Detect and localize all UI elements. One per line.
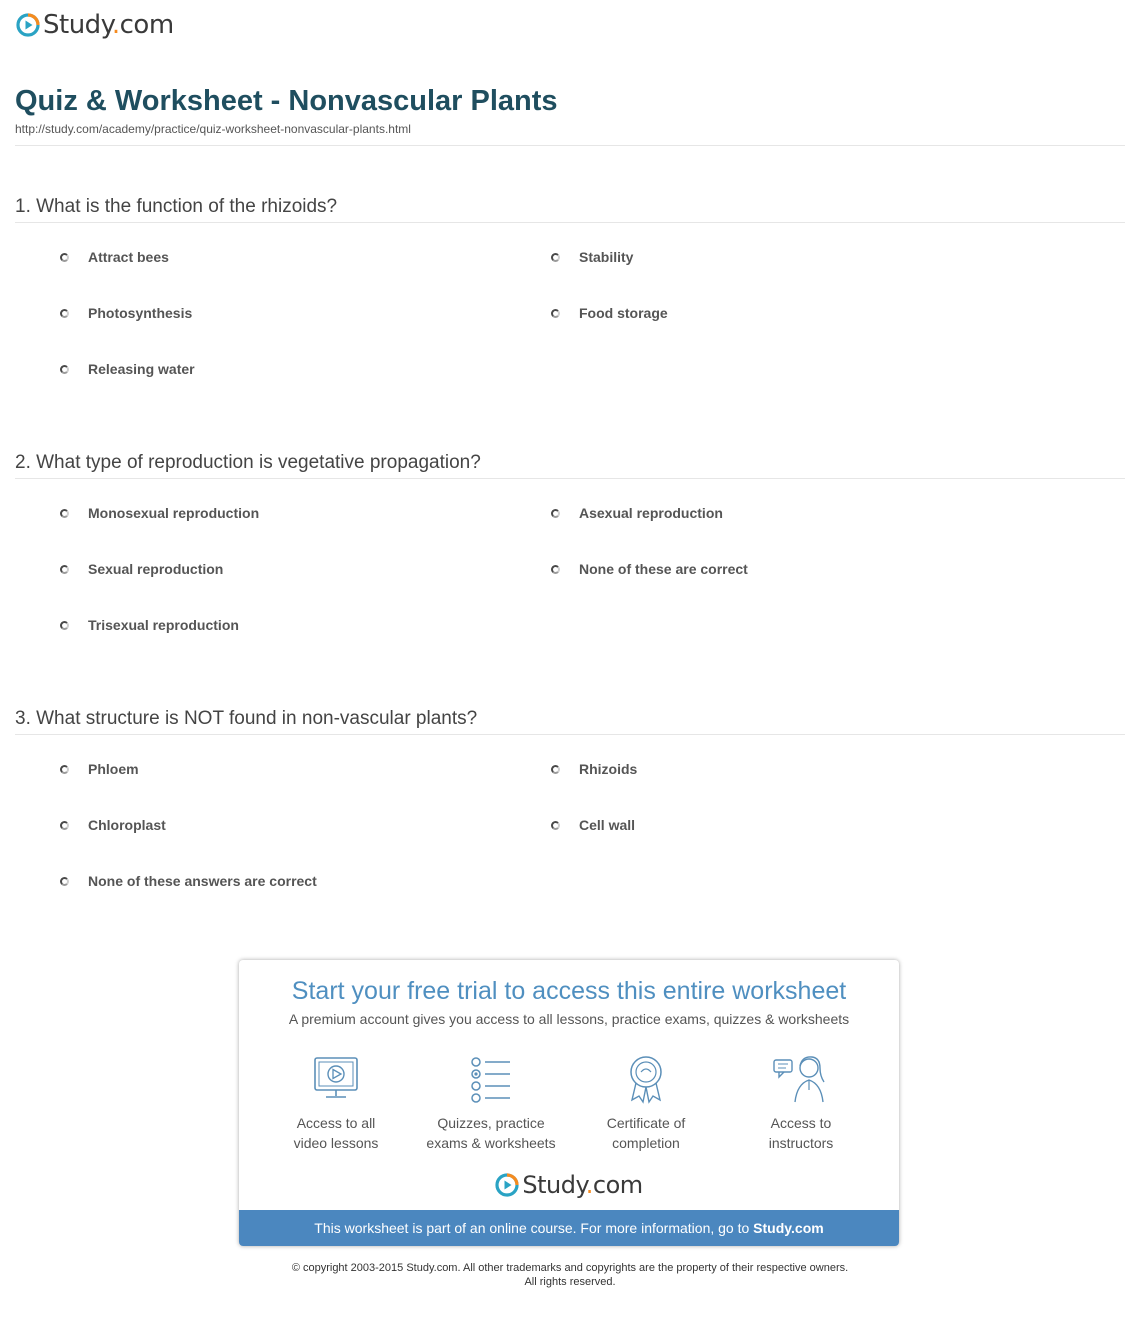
promo-bar-text: This worksheet is part of an online course. For more information, go to [314, 1220, 754, 1236]
feature-label: Access to instructors [768, 1115, 834, 1151]
answer-option[interactable] [551, 303, 668, 323]
question-2 [15, 448, 1125, 649]
answer-label: Cell wall [579, 817, 636, 833]
radio-button-icon[interactable] [60, 877, 69, 886]
question-1-text: 1. What is the function of the rhizoids? [15, 192, 1125, 223]
feature-label: Quizzes, practice exams & worksheets [426, 1115, 556, 1151]
answer-option[interactable] [551, 247, 633, 267]
radio-button-icon[interactable] [60, 765, 69, 774]
instructor-icon [771, 1054, 831, 1104]
answer-label: Stability [579, 249, 634, 265]
feature-video-lessons [261, 1054, 411, 1153]
feature-label: Certificate of completion [606, 1115, 686, 1151]
answer-label: Attract bees [88, 249, 169, 265]
answer-label: Food storage [579, 305, 668, 321]
quiz-list-icon [466, 1054, 516, 1104]
answer-option[interactable] [551, 559, 748, 579]
answer-label: None of these are correct [579, 561, 748, 577]
logo-wordmark: Study.com [43, 10, 174, 40]
certificate-icon [621, 1054, 671, 1104]
feature-certificate [571, 1054, 721, 1153]
answer-label: Monosexual reproduction [88, 505, 260, 521]
radio-button-icon[interactable] [60, 309, 69, 318]
logo-wordmark: Study.com [522, 1171, 643, 1199]
copyright-notice [0, 1261, 1140, 1289]
radio-button-icon[interactable] [60, 365, 69, 374]
question-1 [15, 192, 1125, 393]
answer-option[interactable] [551, 759, 637, 779]
play-circle-logo-icon [495, 1173, 519, 1197]
radio-button-icon[interactable] [551, 253, 560, 262]
answer-option[interactable] [60, 247, 169, 267]
promo-studycom-logo[interactable] [239, 1170, 899, 1200]
radio-button-icon[interactable] [551, 309, 560, 318]
answer-option[interactable] [60, 559, 223, 579]
page-title: Quiz & Worksheet - Nonvascular Plants [15, 85, 558, 117]
promo-info-bar [239, 1210, 899, 1246]
answer-label: Sexual reproduction [88, 561, 224, 577]
feature-instructors [726, 1054, 876, 1153]
answer-label: Trisexual reproduction [88, 617, 239, 633]
answer-label: Rhizoids [579, 761, 638, 777]
answer-label: Phloem [88, 761, 139, 777]
radio-button-icon[interactable] [551, 765, 560, 774]
answer-option[interactable] [60, 615, 239, 635]
answer-label: Asexual reproduction [579, 505, 723, 521]
promo-title[interactable]: Start your free trial to access this entire worksheet [291, 977, 847, 1005]
answer-option[interactable] [60, 759, 139, 779]
question-3-answers [15, 735, 1125, 905]
radio-button-icon[interactable] [551, 821, 560, 830]
answer-label: Photosynthesis [88, 305, 193, 321]
answer-option[interactable] [60, 303, 192, 323]
studycom-link[interactable]: Study.com [753, 1220, 824, 1236]
answer-option[interactable] [60, 871, 317, 891]
radio-button-icon[interactable] [551, 565, 560, 574]
free-trial-promo[interactable] [239, 960, 899, 1246]
answer-option[interactable] [60, 503, 259, 523]
copyright-line-1: © copyright 2003-2015 Study.com. All other trademarks and copyrights are the property of their respective owners. [291, 1262, 849, 1274]
header-divider [15, 145, 1125, 146]
radio-button-icon[interactable] [60, 821, 69, 830]
radio-button-icon[interactable] [60, 565, 69, 574]
question-2-answers [15, 479, 1125, 649]
promo-subtitle: A premium account gives you access to all lessons, practice exams, quizzes & worksheets [288, 1011, 850, 1027]
copyright-line-2: All rights reserved. [524, 1276, 616, 1288]
answer-option[interactable] [551, 815, 635, 835]
answer-option[interactable] [60, 815, 166, 835]
feature-quizzes [416, 1054, 566, 1153]
answer-option[interactable] [60, 359, 195, 379]
answer-label: Chloroplast [88, 817, 166, 833]
video-lesson-icon [311, 1054, 361, 1104]
radio-button-icon[interactable] [551, 509, 560, 518]
radio-button-icon[interactable] [60, 253, 69, 262]
question-1-answers [15, 223, 1125, 393]
radio-button-icon[interactable] [60, 621, 69, 630]
studycom-logo[interactable] [16, 10, 174, 40]
answer-option[interactable] [551, 503, 723, 523]
question-3-text: 3. What structure is NOT found in non-vascular plants? [15, 704, 1125, 735]
play-circle-logo-icon [16, 13, 40, 37]
question-3 [15, 704, 1125, 905]
feature-label: Access to all video lessons [293, 1115, 379, 1151]
page-url: http://study.com/academy/practice/quiz-worksheet-nonvascular-plants.html [15, 122, 411, 136]
question-2-text: 2. What type of reproduction is vegetative propagation? [15, 448, 1125, 479]
radio-button-icon[interactable] [60, 509, 69, 518]
answer-label: Releasing water [88, 361, 195, 377]
answer-label: None of these answers are correct [88, 873, 317, 889]
